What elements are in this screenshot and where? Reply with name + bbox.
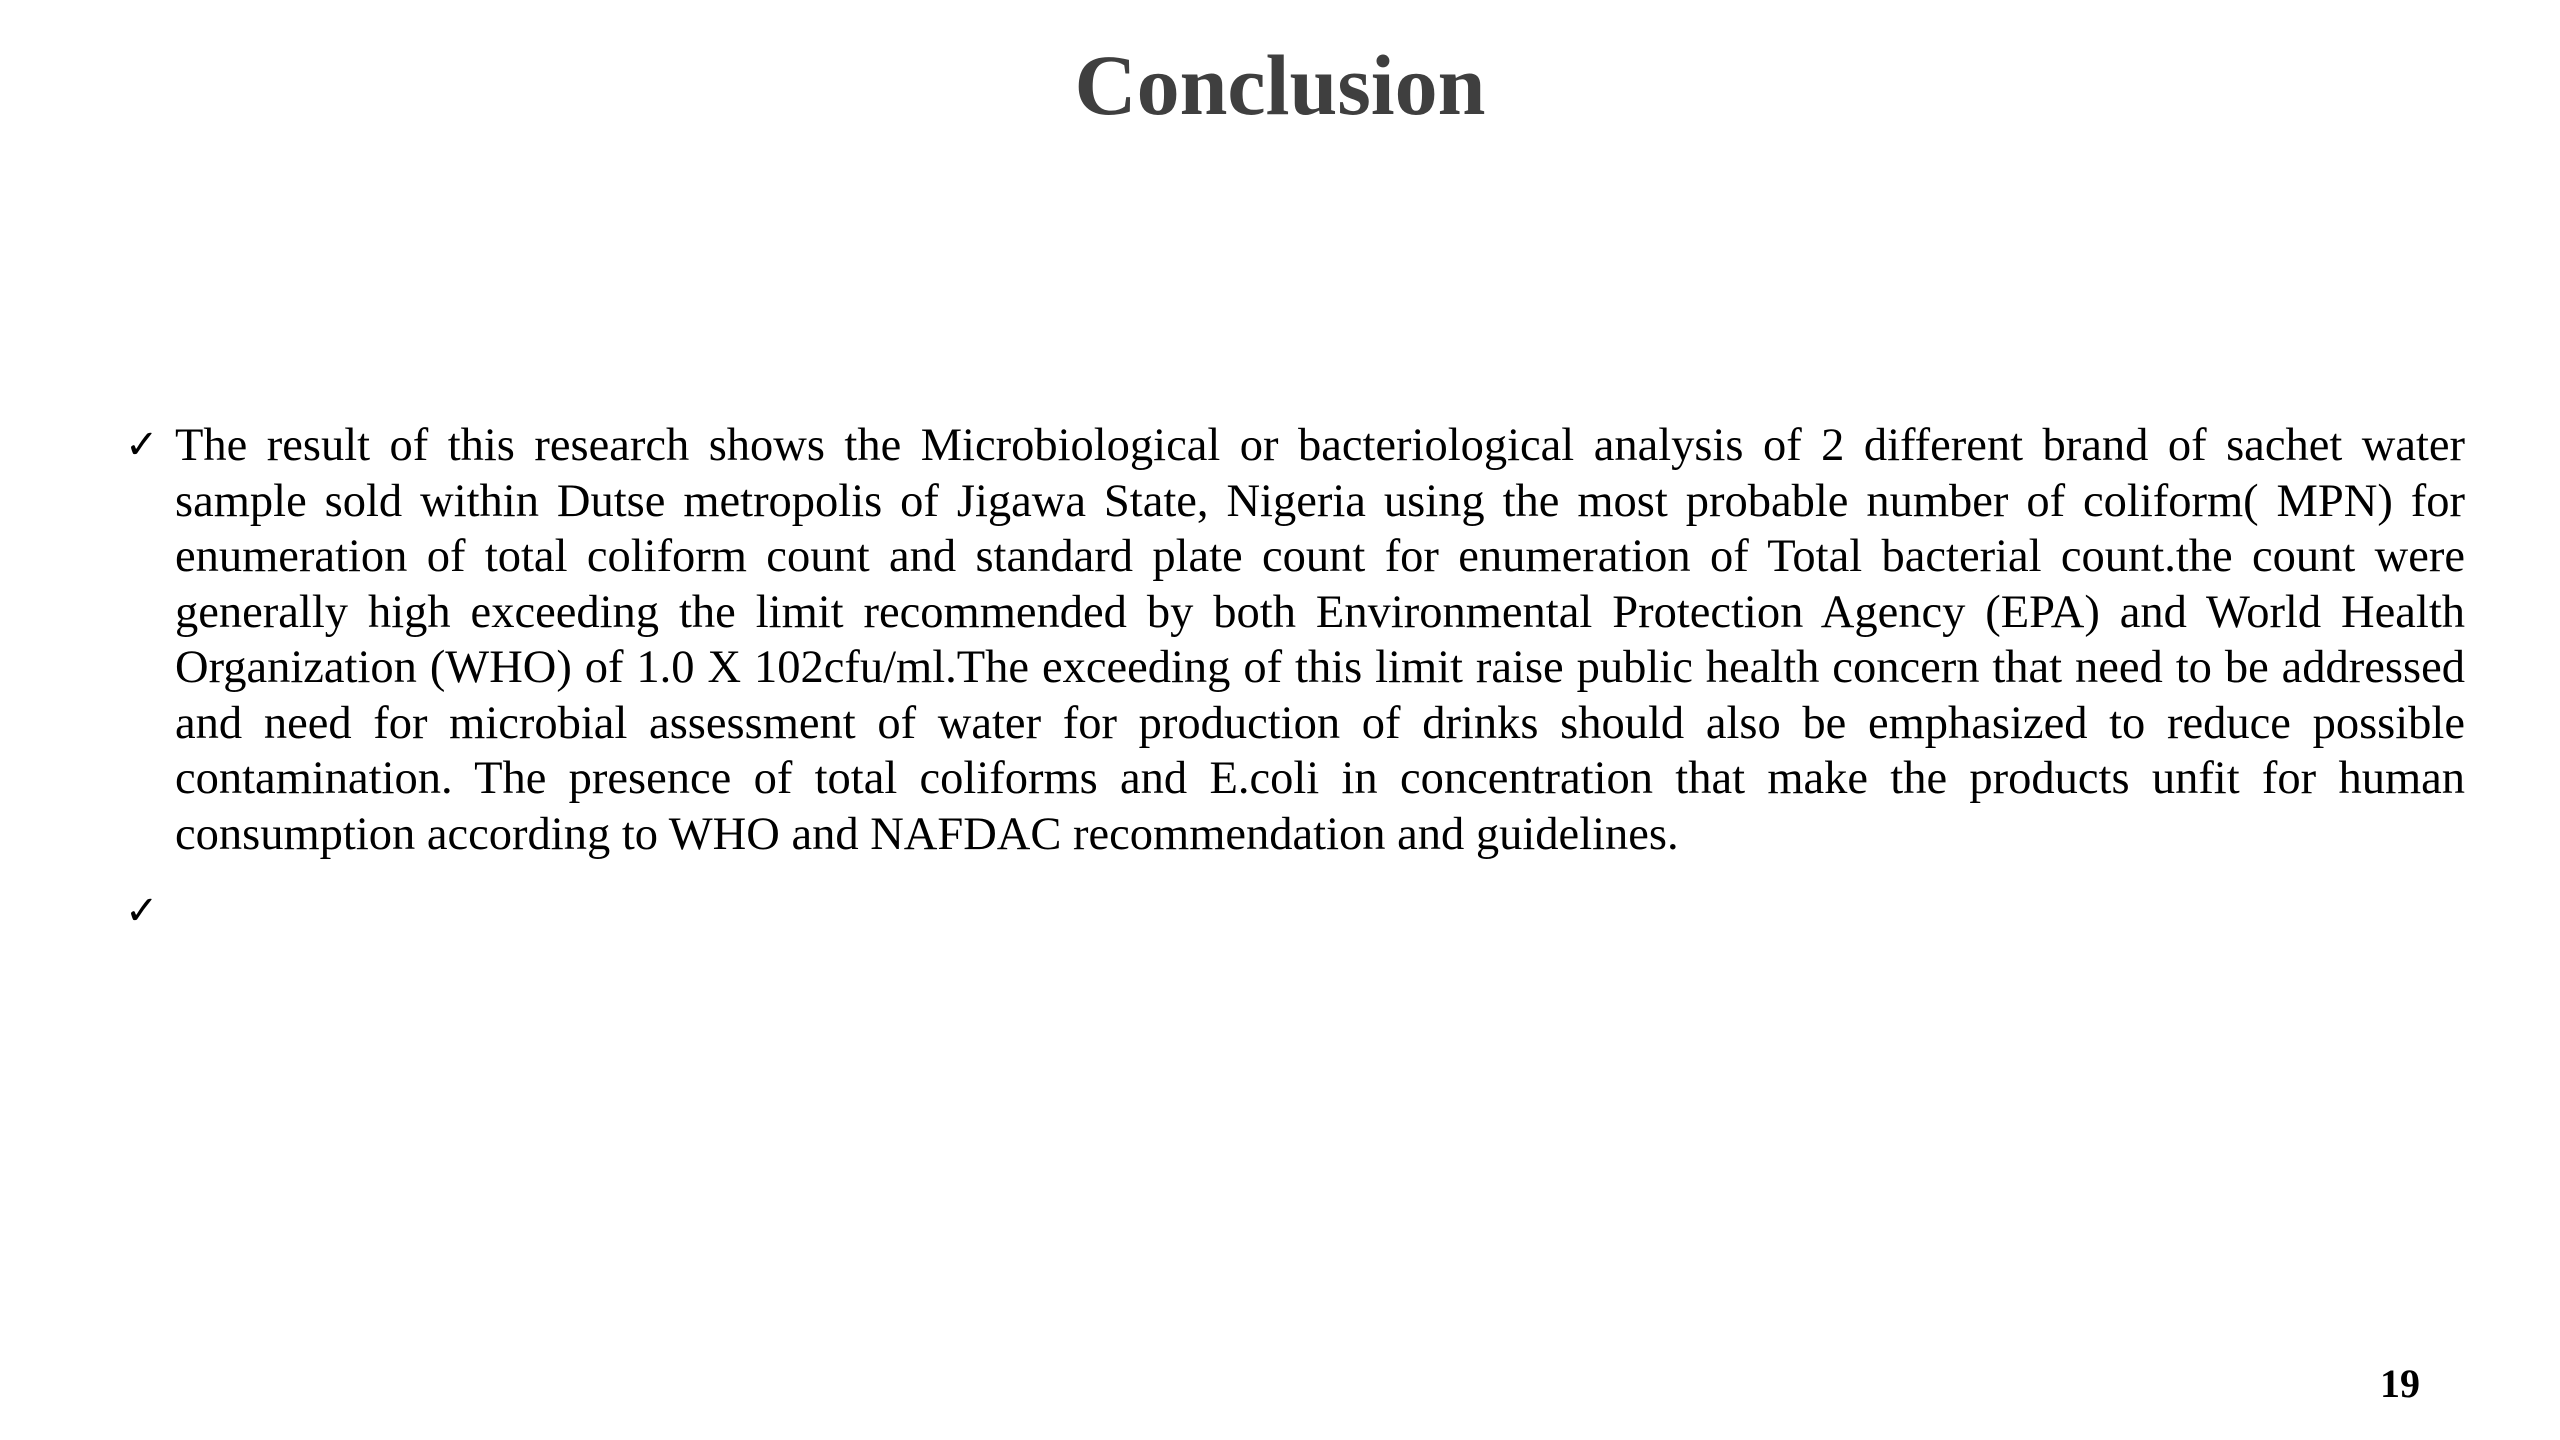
bullet-item-empty: [125, 884, 2465, 940]
checkmark-icon: ✓: [125, 888, 159, 934]
slide-title: Conclusion: [1074, 37, 1486, 133]
checkmark-icon: ✓: [125, 422, 159, 468]
bullet-text: The result of this research shows the Microbiological or bacteriological analysis of 2 different brand of sachet water sample sold within Dutse metropolis of Jigawa State, Nigeria using the most probable number of coliform( MPN) for enumeration of total coliform count and standard plate count for enumeration of Total bacterial count.the count were generally high exceeding the limit recommended by both Environmental Protection Agency (EPA) and World Health Organization (WHO) of 1.0 X 102cfu/ml.The exceeding of this limit raise public health concern that need to be addressed and need for microbial assessment of water for production of drinks should also be emphasized to reduce possible contamination. The presence of total coliforms and E.coli in concentration that make the products unfit for human consumption according to WHO and NAFDAC recommendation and guidelines.: [175, 420, 2465, 860]
bullet-item: [125, 418, 2465, 862]
page-number: 19: [2380, 1361, 2420, 1406]
bullet-list: [125, 418, 2465, 962]
